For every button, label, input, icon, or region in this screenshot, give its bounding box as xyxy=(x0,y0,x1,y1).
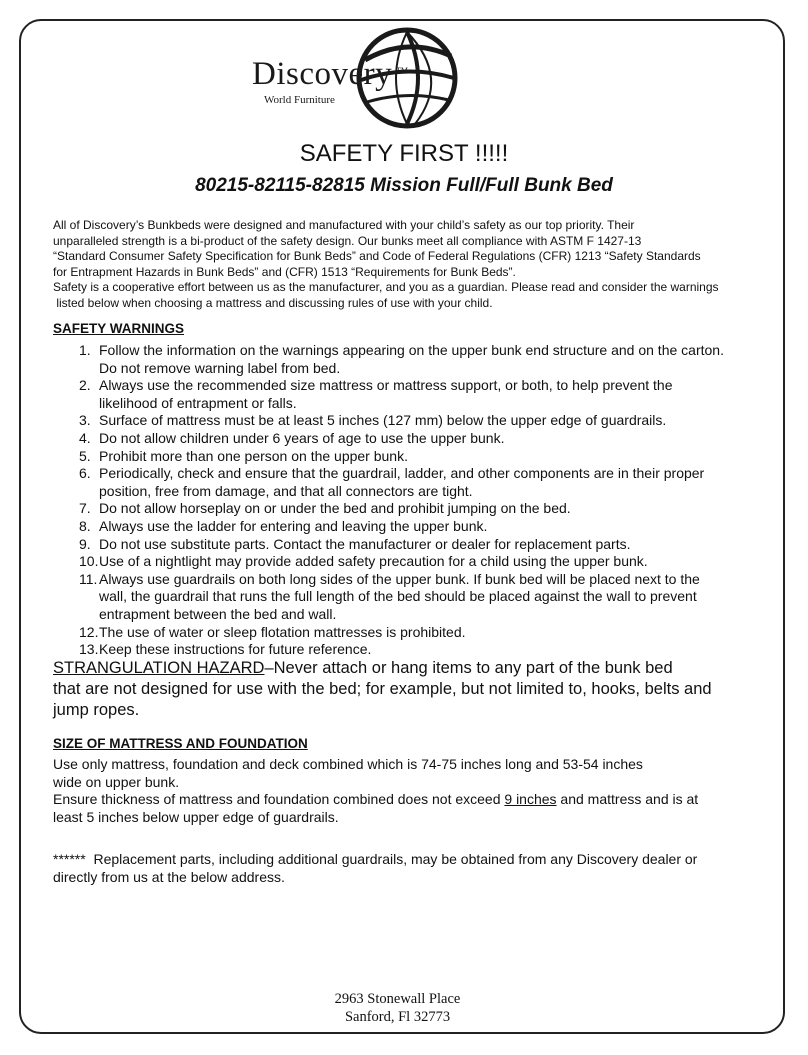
size-line: and mattress and is at xyxy=(556,791,699,808)
warning-text: Surface of mattress must be at least 5 inches (127 mm) below the upper edge of guardrails. xyxy=(99,412,667,429)
warning-text: Prohibit more than one person on the upper bunk. xyxy=(99,447,408,464)
warning-text: Always use the recommended size mattress or mattress support, or both, to help prevent the xyxy=(99,377,673,394)
warning-number: 3. xyxy=(79,412,91,429)
warning-number: 4. xyxy=(79,429,91,446)
company-address xyxy=(0,990,795,1026)
intro-line: for Entrapment Hazards in Bunk Beds” and (CFR) 1513 “Requirements for Bunk Beds”. xyxy=(53,264,516,279)
logo-name: Discovery xyxy=(252,56,393,92)
warning-text: Do not use substitute parts. Contact the manufacturer or dealer for replacement parts. xyxy=(99,535,631,552)
warning-item xyxy=(64,465,786,500)
strangulation-hazard xyxy=(53,658,783,721)
strangulation-text: –Never attach or hang items to any part of the bunk bed xyxy=(264,659,673,677)
warning-number: 5. xyxy=(79,447,91,464)
warning-text: entrapment between the bed and wall. xyxy=(99,605,337,622)
company-logo xyxy=(250,26,460,138)
warning-item xyxy=(64,500,786,518)
intro-line: listed below when choosing a mattress and discussing rules of use with your child. xyxy=(53,295,493,310)
warning-number: 1. xyxy=(79,342,91,358)
warning-number: 10. xyxy=(79,553,99,570)
replacement-line: ****** Replacement parts, including additional guardrails, may be obtained from any Discovery dealer or xyxy=(53,851,698,867)
replacement-line: directly from us at the below address. xyxy=(53,868,285,885)
warning-item xyxy=(64,377,786,412)
warning-number: 11. xyxy=(79,570,98,587)
logo-tagline: World Furniture xyxy=(264,94,335,106)
warning-item xyxy=(64,641,786,659)
warning-item xyxy=(64,342,786,377)
size-line: wide on upper bunk. xyxy=(53,773,180,790)
warning-item xyxy=(64,571,786,624)
warning-text: Periodically, check and ensure that the guardrail, ladder, and other components are in their proper xyxy=(99,465,705,482)
warning-number: 6. xyxy=(79,465,91,482)
intro-paragraph xyxy=(53,218,783,311)
warning-text: Do not remove warning label from bed. xyxy=(99,359,341,376)
warning-item xyxy=(64,448,786,466)
warning-text: Do not allow horseplay on or under the bed and prohibit jumping on the bed. xyxy=(99,500,571,517)
address-street: 2963 Stonewall Place xyxy=(334,991,461,1007)
warning-item xyxy=(64,518,786,536)
warning-item xyxy=(64,624,786,642)
warning-text: Always use guardrails on both long sides of the upper bunk. If bunk bed will be placed next to the xyxy=(99,570,700,587)
warning-number: 7. xyxy=(79,500,91,517)
warning-item xyxy=(64,536,786,554)
strangulation-text: that are not designed for use with the bed; for example, but not limited to, hooks, belts and xyxy=(53,680,712,698)
warning-text: Use of a nightlight may provide added safety precaution for a child using the upper bunk. xyxy=(99,553,648,570)
size-line: Use only mattress, foundation and deck combined which is 74-75 inches long and 53-54 inches xyxy=(53,756,643,772)
warning-item xyxy=(64,430,786,448)
mattress-size-heading: SIZE OF MATTRESS AND FOUNDATION xyxy=(53,736,308,751)
warning-number: 2. xyxy=(79,377,91,394)
warning-text: likelihood of entrapment or falls. xyxy=(99,394,297,411)
intro-line: “Standard Consumer Safety Specification for Bunk Beds” and Code of Federal Regulations (CFR) 1213 “Safety Standards xyxy=(53,249,701,263)
safety-warnings-heading: SAFETY WARNINGS xyxy=(53,321,185,336)
warning-text: The use of water or sleep flotation mattresses is prohibited. xyxy=(99,623,466,640)
thickness-limit: 9 inches xyxy=(504,791,557,808)
page-title: SAFETY FIRST !!!!! xyxy=(299,140,509,167)
warning-text: wall, the guardrail that runs the full length of the bed should be placed against the wall to prevent xyxy=(99,588,697,605)
product-title: 80215-82115-82815 Mission Full/Full Bunk Bed xyxy=(195,175,613,196)
warning-text: Keep these instructions for future reference. xyxy=(99,641,372,658)
safety-warnings-list xyxy=(64,342,786,659)
size-line: Ensure thickness of mattress and foundation combined does not exceed xyxy=(53,791,505,808)
warning-number: 9. xyxy=(79,535,91,552)
replacement-parts-note xyxy=(53,851,783,886)
warning-item xyxy=(64,412,786,430)
intro-line: unparalleled strength is a bi-product of the safety design. Our bunks meet all compliance with ASTM F 1427-13 xyxy=(53,233,642,248)
warning-number: 12. xyxy=(79,623,99,640)
intro-line: Safety is a cooperative effort between us as the manufacturer, and you as a guardian. Please read and consider the warnings xyxy=(53,280,719,294)
mattress-size-text xyxy=(53,756,783,826)
warning-text: Always use the ladder for entering and leaving the upper bunk. xyxy=(99,517,488,534)
strangulation-label: STRANGULATION HAZARD xyxy=(53,659,265,677)
warning-text: Do not allow children under 6 years of age to use the upper bunk. xyxy=(99,429,505,446)
warning-text: position, free from damage, and that all connectors are tight. xyxy=(99,482,473,499)
warning-item xyxy=(64,553,786,571)
intro-line: All of Discovery’s Bunkbeds were designed and manufactured with your child’s safety as our top priority. Their xyxy=(53,218,635,232)
warning-number: 13. xyxy=(79,641,99,658)
size-line: least 5 inches below upper edge of guardrails. xyxy=(53,808,339,825)
address-city: Sanford, Fl 32773 xyxy=(344,1009,451,1025)
logo-trademark: TM xyxy=(396,66,408,75)
warning-text: Follow the information on the warnings appearing on the upper bunk end structure and on the carton. xyxy=(99,342,724,358)
strangulation-text: jump ropes. xyxy=(53,701,140,719)
warning-number: 8. xyxy=(79,517,91,534)
